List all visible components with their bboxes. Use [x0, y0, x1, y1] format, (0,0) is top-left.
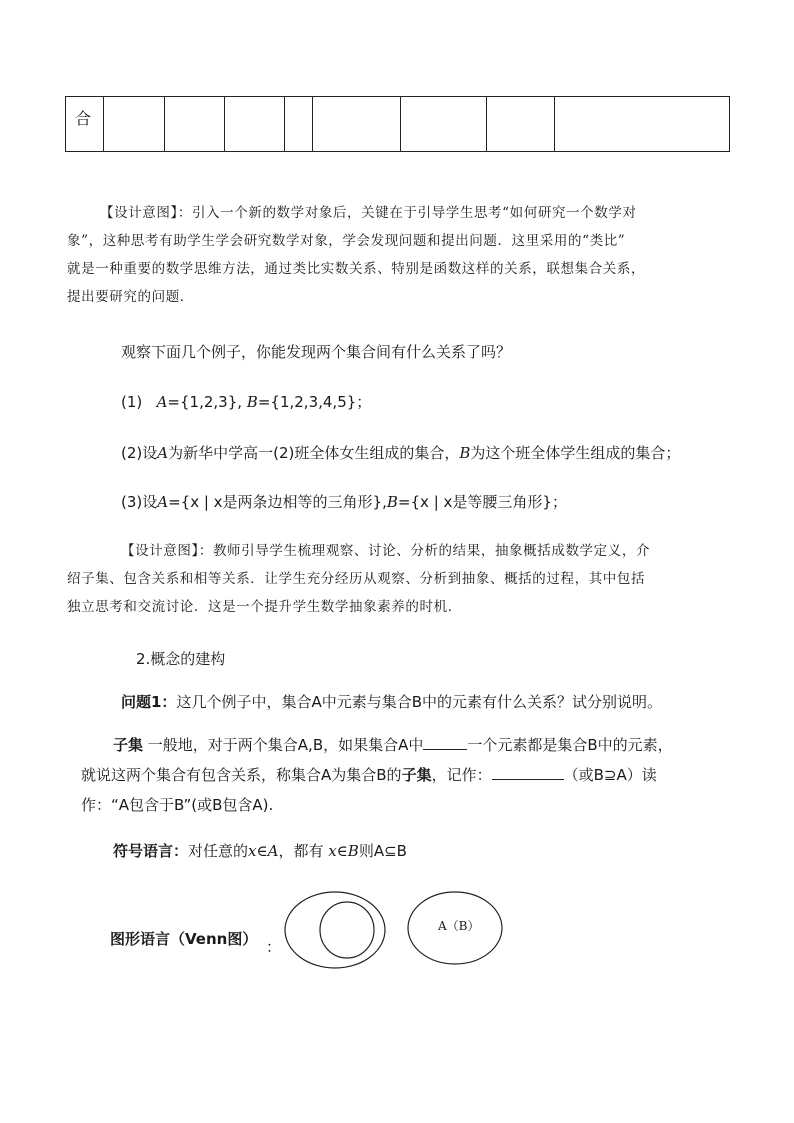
term-label: 符号语言：	[113, 842, 189, 860]
observe-prompt: 观察下面几个例子，你能发现两个集合间有什么关系了吗？	[121, 343, 512, 361]
symbol-language	[113, 840, 407, 861]
definition-text: （或B⊇A）读	[563, 766, 657, 784]
table-cell	[313, 97, 401, 152]
subset-definition-line2	[81, 763, 657, 785]
table-cell	[104, 97, 165, 152]
definition-text: 一个元素都是集合B中的元素，	[467, 736, 673, 754]
paragraph-line: 【设计意图】：引入一个新的数学对象后，关键在于引导学生思考“如何研究一个数学对	[100, 205, 637, 221]
table-cell	[225, 97, 285, 152]
table-cell: 合	[66, 97, 104, 152]
punct: ；	[356, 393, 372, 411]
symbol-text: ，都有	[278, 842, 329, 860]
paragraph-line: 就是一种重要的数学思维方法，通过类比实数关系、特别是函数这样的关系，联想集合关系，	[67, 261, 646, 277]
example-number: (1)	[121, 393, 143, 411]
subset-definition-line3	[81, 794, 273, 815]
paragraph-line: 独立思考和交流讨论．这是一个提升学生数学抽象素养的时机．	[67, 599, 462, 615]
set-var: A	[156, 393, 168, 411]
table-cell	[285, 97, 313, 152]
venn-label	[110, 928, 257, 949]
design-intent-1-cont	[67, 227, 645, 311]
top-table	[65, 96, 730, 152]
set-var: B	[459, 444, 471, 462]
section-heading: 2.概念的建构	[136, 650, 226, 668]
set-var: A	[157, 493, 169, 511]
definition-text: 就说这两个集合有包含关系，称集合A为集合B的	[81, 766, 402, 784]
venn-colon: ：	[266, 938, 282, 956]
venn-outer-ellipse	[285, 892, 385, 968]
set-value: {1,2,3,4,5}	[270, 393, 357, 411]
term-label: 子集	[113, 736, 144, 754]
fill-blank	[423, 733, 467, 750]
set-var: A	[157, 444, 169, 462]
definition-text: ，记作：	[431, 766, 492, 784]
question-label: 问题1：	[121, 693, 177, 711]
table-cell	[487, 97, 555, 152]
question-text: 这几个例子中，集合A中元素与集合B中的元素有什么关系？试分别说明。	[176, 693, 662, 711]
paragraph-line: 象”，这种思考有助学生学会研究数学对象，学会发现问题和提出问题．这里采用的“类比”	[67, 233, 626, 249]
example-text: 为新华中学高一(2)班全体女生组成的集合，	[168, 444, 460, 462]
paragraph-line: 绍子集、包含关系和相等关系．让学生充分经历从观察、分析到抽象、概括的过程，其中包括	[67, 571, 646, 587]
example-prefix: (3)设	[121, 493, 158, 511]
symbol-text: 对任意的	[188, 842, 249, 860]
set-var: B	[246, 393, 258, 411]
term-label: 图形语言（Venn图）	[110, 930, 258, 948]
symbol-expr: x∈B	[328, 842, 359, 860]
set-value: {x | x是等腰三角形}	[410, 493, 552, 511]
venn-circle-label: A（B）	[438, 919, 480, 933]
definition-text: 一般地，对于两个集合A,B，如果集合A中	[143, 736, 424, 754]
punct: ；	[551, 493, 567, 511]
definition-text: 作：“A包含于B”(或B包含A).	[81, 796, 274, 814]
paragraph-line: 提出要研究的问题．	[67, 289, 194, 305]
design-intent-1	[100, 199, 637, 227]
set-var: B	[386, 493, 398, 511]
question-1	[121, 691, 662, 712]
example-2	[121, 442, 680, 463]
design-intent-2-cont	[67, 565, 645, 621]
example-3: (3)设A={x | x是两条边相等的三角形},B={x | x是等腰三角形}；	[121, 493, 567, 511]
table-cell	[555, 97, 730, 152]
subset-definition-line1	[113, 733, 673, 755]
example-1: (1) A={1,2,3}, B={1,2,3,4,5}；	[121, 393, 372, 411]
table-cell	[401, 97, 487, 152]
symbol-text: 则A⊆B	[358, 842, 407, 860]
fill-blank	[492, 763, 564, 780]
example-prefix: (2)设	[121, 444, 158, 462]
venn-inner-ellipse	[320, 902, 374, 958]
paragraph-line: 【设计意图】：教师引导学生梳理观察、讨论、分析的结果，抽象概括成数学定义，介	[121, 543, 651, 559]
design-intent-2	[121, 537, 650, 565]
set-value: {x | x是两条边相等的三角形}	[180, 493, 383, 511]
table-cell	[165, 97, 225, 152]
term-label: 子集	[401, 766, 432, 784]
symbol-expr: x∈A	[248, 842, 279, 860]
example-text: 为这个班全体学生组成的集合；	[470, 444, 681, 462]
set-value: {1,2,3}	[179, 393, 238, 411]
